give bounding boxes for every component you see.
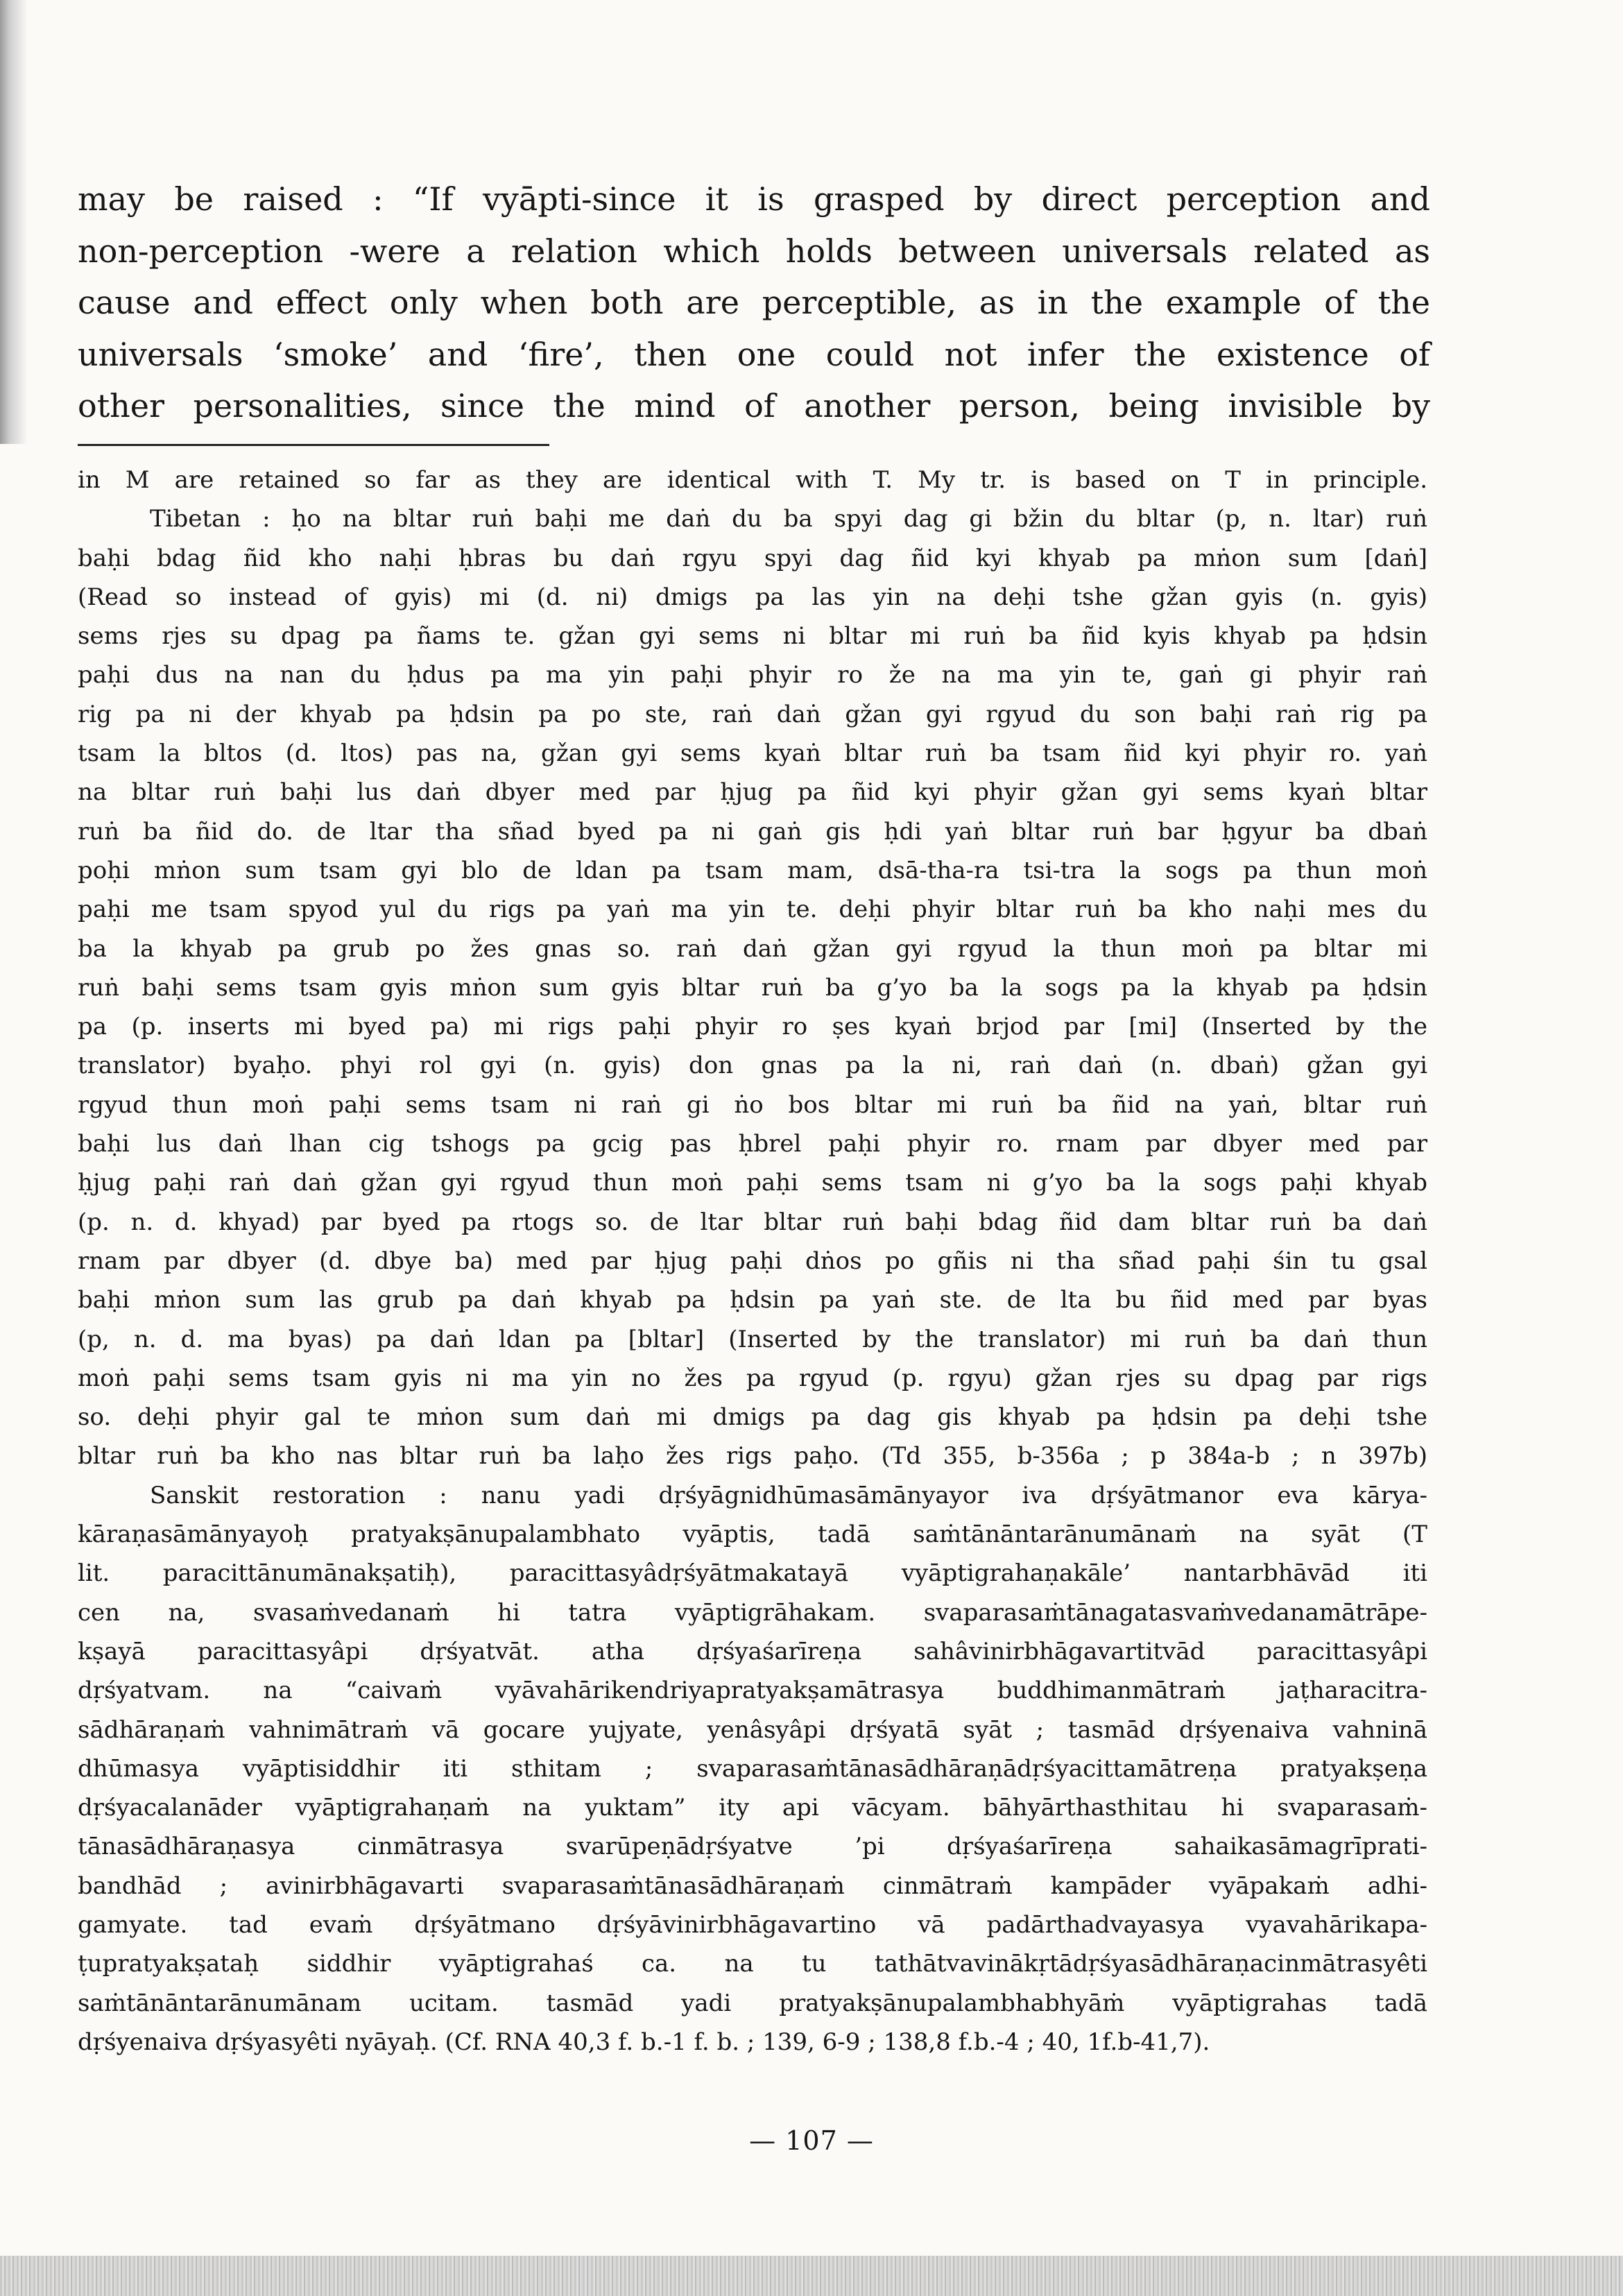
note-line: bandhād ; avinirbhāgavarti svaparasaṁtānasādhāraṇaṁ cinmātraṁ kampāder vyāpakaṁ adhi- <box>78 1871 1427 1900</box>
note-line: (Read so instead of gyis) mi (d. ni) dmigs pa las yin na deḥi tshe gžan gyis (n. gyis) <box>78 583 1427 611</box>
note-line: paḥi dus na nan du ḥdus pa ma yin paḥi phyir ro že na ma yin te, gaṅ gi phyir raṅ <box>78 661 1427 689</box>
main-line: universals ‘smoke’ and ‘fire’, then one could not infer the existence of <box>78 335 1430 373</box>
note-line: sādhāraṇaṁ vahnimātraṁ vā gocare yujyate, yenâsyâpi dṛśyatā syāt ; tasmād dṛśyenaiva vahninā <box>78 1715 1427 1744</box>
note-line: dhūmasya vyāptisiddhir iti sthitam ; svaparasaṁtānasādhāraṇādṛśyacittamātreṇa pratyakṣeṇa <box>78 1754 1427 1783</box>
note-line: gamyate. tad evaṁ dṛśyātmano dṛśyāvinirbhāgavartino vā padārthadvayasya vyavahārikapa- <box>78 1910 1427 1939</box>
main-line: may be raised : “If vyāpti-since it is grasped by direct perception and <box>78 180 1430 218</box>
scan-shadow-bottom <box>0 2256 1623 2296</box>
note-line: lit. paracittānumānakṣatiḥ), paracittasyâdṛśyātmakatayā vyāptigrahaṇakāle’ nantarbhāvād iti <box>78 1559 1427 1588</box>
tibetan-heading-line: Tibetan : ḥo na bltar ruṅ baḥi me daṅ du ba spyi dag gi bžin du bltar (p, n. ltar) ruṅ <box>150 505 1427 533</box>
note-line: kāraṇasāmānyayoḥ pratyakṣānupalambhato vyāptis, tadā saṁtānāntarānumānaṁ na syāt (T <box>78 1520 1427 1549</box>
sanskrit-heading-line: Sanskit restoration : nanu yadi dṛśyāgnidhūmasāmānyayor iva dṛśyātmanor eva kārya- <box>150 1481 1427 1509</box>
note-line: poḥi mṅon sum tsam gyi blo de ldan pa tsam mam, dsā-tha-ra tsi-tra la sogs pa thun moṅ <box>78 856 1427 884</box>
note-line: baḥi bdag ñid kho naḥi ḥbras bu daṅ rgyu spyi dag ñid kyi khyab pa mṅon sum [daṅ] <box>78 544 1427 572</box>
note-line: dṛśyacalanāder vyāptigrahaṇaṁ na yuktam” ity api vācyam. bāhyārthasthitau hi svaparasaṁ- <box>78 1794 1427 1822</box>
main-line: non-perception -were a relation which holds between universals related as <box>78 232 1430 270</box>
note-line: na bltar ruṅ baḥi lus daṅ dbyer med par ḥjug pa ñid kyi phyir gžan gyi sems kyaṅ bltar <box>78 778 1427 807</box>
note-line: (p, n. d. ma byas) pa daṅ ldan pa [bltar] (Inserted by the translator) mi ruṅ ba daṅ thun <box>78 1325 1427 1353</box>
note-line: ḥjug paḥi raṅ daṅ gžan gyi rgyud thun moṅ paḥi sems tsam ni g’yo ba la sogs paḥi khyab <box>78 1169 1427 1197</box>
note-line: rnam par dbyer (d. dbye ba) med par ḥjug paḥi dṅos po gñis ni tha sñad paḥi śin tu gsal <box>78 1246 1427 1275</box>
note-line: baḥi lus daṅ lhan cig tshogs pa gcig pas ḥbrel paḥi phyir ro. rnam par dbyer med par <box>78 1130 1427 1158</box>
main-line: other personalities, since the mind of another person, being invisible by <box>78 387 1430 425</box>
note-line: ba la khyab pa grub po žes gnas so. raṅ daṅ gžan gyi rgyud la thun moṅ pa bltar mi <box>78 934 1427 963</box>
footnotes <box>78 461 1427 2062</box>
main-paragraph <box>78 173 1430 432</box>
main-line: cause and effect only when both are perceptible, as in the example of the <box>78 284 1430 321</box>
note-line: (p. n. d. khyad) par byed pa rtogs so. de ltar bltar ruṅ baḥi bdag ñid dam bltar ruṅ ba daṅ <box>78 1208 1427 1236</box>
note-line: rgyud thun moṅ paḥi sems tsam ni raṅ gi ṅo bos bltar mi ruṅ ba ñid na yaṅ, bltar ruṅ <box>78 1090 1427 1119</box>
note-line: moṅ paḥi sems tsam gyis ni ma yin no žes pa rgyud (p. rgyu) gžan rjes su dpag par rigs <box>78 1364 1427 1392</box>
note-line: translator) byaḥo. phyi rol gyi (n. gyis) don gnas pa la ni, raṅ daṅ (n. dbaṅ) gžan gyi <box>78 1052 1427 1080</box>
note-line: kṣayā paracittasyâpi dṛśyatvāt. atha dṛśyaśarīreṇa sahâvinirbhāgavartitvād paracittasyâpi <box>78 1637 1427 1665</box>
note-line: baḥi mṅon sum las grub pa daṅ khyab pa ḥdsin pa yaṅ ste. de lta bu ñid med par byas <box>78 1286 1427 1314</box>
note-line: saṁtānāntarānumānam ucitam. tasmād yadi pratyakṣānupalambhabhyāṁ vyāptigrahas tadā <box>78 1989 1427 2017</box>
note-line: dṛśyenaiva dṛśyasyêti nyāyaḥ. (Cf. RNA 40,3 f. b.-1 f. b. ; 139, 6-9 ; 138,8 f.b.-4 ; 40, 1f.b-41,7). <box>78 2028 1210 2056</box>
scan-shadow-left <box>0 0 28 444</box>
note-line: in M are retained so far as they are identical with T. My tr. is based on T in principle. <box>78 466 1427 494</box>
note-line: cen na, svasaṁvedanaṁ hi tatra vyāptigrāhakam. svaparasaṁtānagatasvaṁvedanamātrāpe- <box>78 1598 1427 1627</box>
note-line: rig pa ni der khyab pa ḥdsin pa po ste, raṅ daṅ gžan gyi rgyud du son baḥi raṅ rig pa <box>78 700 1427 728</box>
note-line: dṛśyatvam. na “caivaṁ vyāvahārikendriyapratyakṣamātrasya buddhimanmātraṁ jaṭharacitra- <box>78 1677 1427 1705</box>
footnote-divider <box>78 444 549 446</box>
page-number: — 107 — <box>749 2125 874 2156</box>
note-line: ruṅ ba ñid do. de ltar tha sñad byed pa ni gaṅ gis ḥdi yaṅ bltar ruṅ bar ḥgyur ba dbaṅ <box>78 817 1427 846</box>
note-line: ṭupratyakṣataḥ siddhir vyāptigrahaś ca. na tu tathātvavinākṛtādṛśyasādhāraṇacinmātrasyêti <box>78 1950 1427 1978</box>
note-line: tānasādhāraṇasya cinmātrasya svarūpeṇādṛśyatve ’pi dṛśyaśarīreṇa sahaikasāmagrīprati- <box>78 1833 1427 1861</box>
note-line: bltar ruṅ ba kho nas bltar ruṅ ba laḥo žes rigs paḥo. (Td 355, b-356a ; p 384a-b ; n 397b) <box>78 1442 1427 1471</box>
note-line: sems rjes su dpag pa ñams te. gžan gyi sems ni bltar mi ruṅ ba ñid kyis khyab pa ḥdsin <box>78 622 1427 651</box>
note-line: paḥi me tsam spyod yul du rigs pa yaṅ ma yin te. deḥi phyir bltar ruṅ ba kho naḥi mes du <box>78 896 1427 924</box>
note-line: so. deḥi phyir gal te mṅon sum daṅ mi dmigs pa dag gis khyab pa ḥdsin pa deḥi tshe <box>78 1403 1427 1432</box>
note-line: pa (p. inserts mi byed pa) mi rigs paḥi phyir ro ṣes kyaṅ brjod par [mi] (Inserted by the <box>78 1013 1427 1041</box>
note-line: ruṅ baḥi sems tsam gyis mṅon sum gyis bltar ruṅ ba g’yo ba la sogs pa la khyab pa ḥdsin <box>78 973 1427 1002</box>
note-line: tsam la bltos (d. ltos) pas na, gžan gyi sems kyaṅ bltar ruṅ ba tsam ñid kyi phyir ro. yaṅ <box>78 739 1427 768</box>
